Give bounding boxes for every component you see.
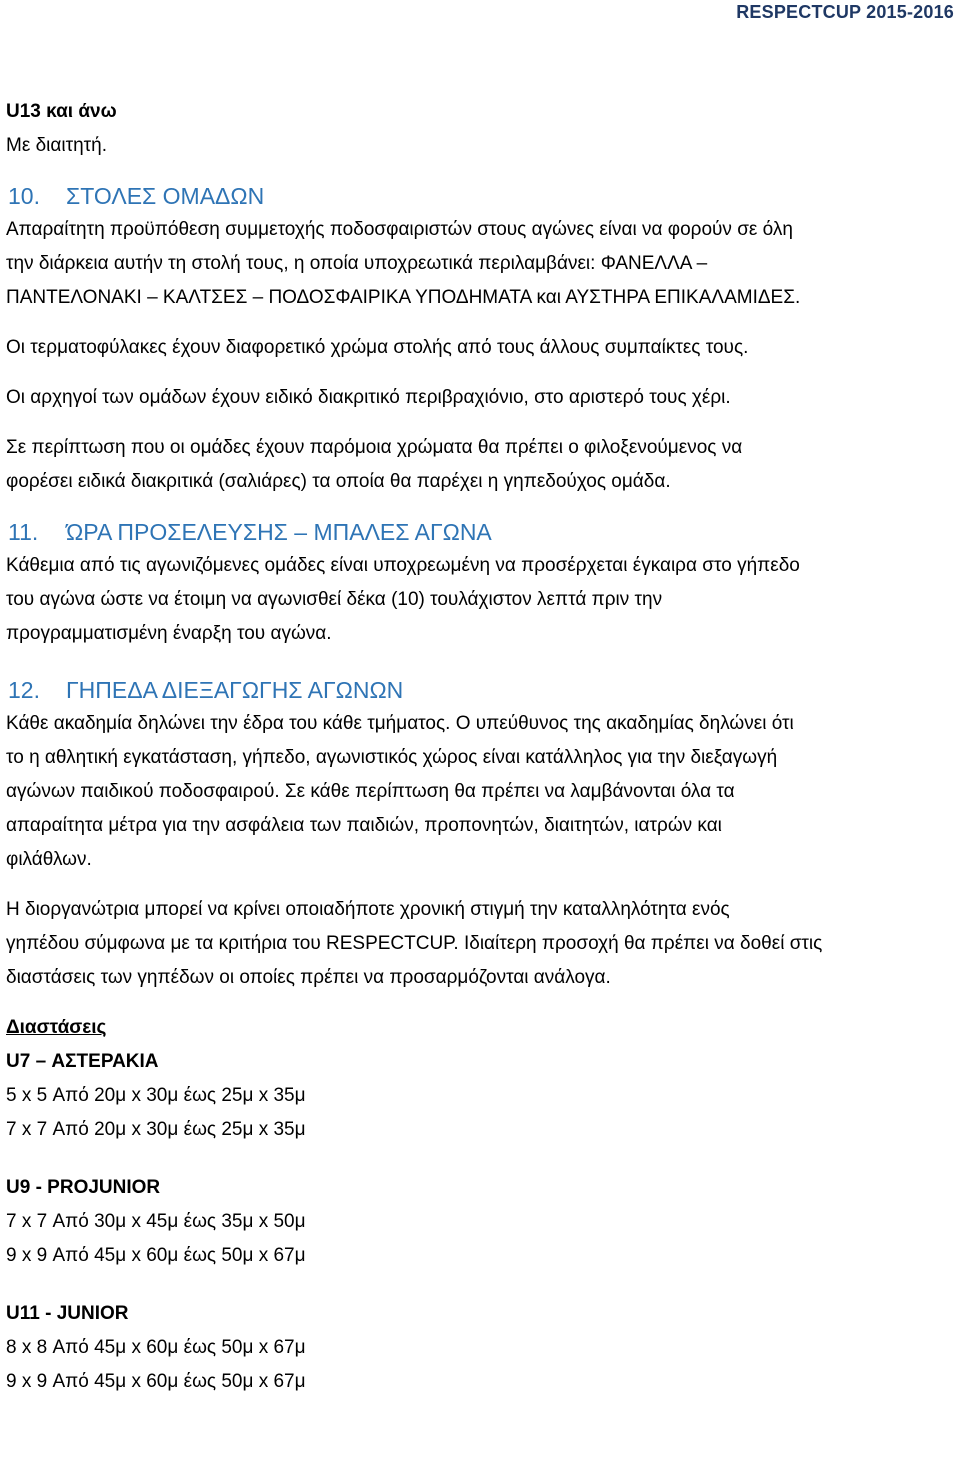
text-line: απαραίτητα μέτρα για την ασφάλεια των παιδιών, προπονητών, διαιτητών, ιατρών και [6,815,722,836]
dimension-line: 7 x 7 Από 30μ x 45μ έως 35μ x 50μ [6,1211,306,1232]
document-content [6,95,954,1399]
referee-note: Με διαιτητή. [6,135,108,156]
text-line: ΠΑΝΤΕΛΟΝΑΚΙ – ΚΑΛΤΣΕΣ – ΠΟΔΟΣΦΑΙΡΙΚΑ ΥΠΟΔΗΜΑΤΑ και ΑΥΣΤΗΡΑ ΕΠΙΚΑΛΑΜΙΔΕΣ. [6,287,801,308]
text-line: Απαραίτητη προϋπόθεση συμμετοχής ποδοσφαιριστών στους αγώνες είναι να φορούν σε όλη [6,219,793,240]
text-line: το η αθλητική εγκατάσταση, γήπεδο, αγωνιστικός χώρος είναι κατάλληλος για την διεξαγωγή [6,747,778,768]
section-11-paragraph [6,549,954,651]
section-10-number: 10. [8,183,40,209]
section-10-paragraph-2: Οι τερματοφύλακες έχουν διαφορετικό χρώμα στολής από τους άλλους συμπαίκτες τους. [6,337,749,358]
section-12-number: 12. [8,677,40,703]
u9-label: U9 - PROJUNIOR [6,1177,161,1198]
text-line: του αγώνα ώστε να έτοιμη να αγωνισθεί δέκα (10) τουλάχιστον λεπτά πριν την [6,589,663,610]
section-10-title: ΣΤΟΛΕΣ ΟΜΑΔΩΝ [66,183,265,209]
dimension-line: 7 x 7 Από 20μ x 30μ έως 25μ x 35μ [6,1119,306,1140]
text-line: διαστάσεις των γηπέδων οι οποίες πρέπει να προσαρμόζονται ανάλογα. [6,967,611,988]
section-11-number: 11. [8,519,39,545]
text-line: Κάθε ακαδημία δηλώνει την έδρα του κάθε τμήματος. Ο υπεύθυνος της ακαδημίας δηλώνει ότι [6,713,794,734]
section-10-heading [6,179,954,213]
u7-label: U7 – ΑΣΤΕΡΑΚΙΑ [6,1051,159,1072]
dimension-line: 8 x 8 Από 45μ x 60μ έως 50μ x 67μ [6,1337,306,1358]
section-11-title: ΏΡΑ ΠΡΟΣΕΛΕΥΣΗΣ – ΜΠΑΛΕΣ ΑΓΩΝΑ [66,519,492,545]
text-line: προγραμματισμένη έναρξη του αγώνα. [6,623,332,644]
section-10-paragraph-1 [6,213,954,315]
section-12-paragraph-1 [6,707,954,877]
dimension-line: 9 x 9 Από 45μ x 60μ έως 50μ x 67μ [6,1245,306,1266]
text-line: Κάθεμια από τις αγωνιζόμενες ομάδες είναι υποχρεωμένη να προσέρχεται έγκαιρα στο γήπεδο [6,555,800,576]
dimension-line: 5 x 5 Από 20μ x 30μ έως 25μ x 35μ [6,1085,306,1106]
category-label: U13 και άνω [6,101,117,122]
text-line: Σε περίπτωση που οι ομάδες έχουν παρόμοια χρώματα θα πρέπει ο φιλοξενούμενος να [6,437,743,458]
text-line: αγώνων παιδικού ποδοσφαιρού. Σε κάθε περίπτωση θα πρέπει να λαμβάνονται όλα τα [6,781,735,802]
section-12-heading [6,673,954,707]
u11-label: U11 - JUNIOR [6,1303,129,1324]
text-line: φορέσει ειδικά διακριτικά (σαλιάρες) τα οποία θα παρέχει η γηπεδούχος ομάδα. [6,471,671,492]
dimension-line: 9 x 9 Από 45μ x 60μ έως 50μ x 67μ [6,1371,306,1392]
dimensions-title: Διαστάσεις [6,1017,107,1038]
section-11-heading [6,515,954,549]
section-10-paragraph-3: Οι αρχηγοί των ομάδων έχουν ειδικό διακριτικό περιβραχιόνιο, στο αριστερό τους χέρι. [6,387,731,408]
text-line: γηπέδου σύμφωνα με τα κριτήρια του RESPECTCUP. Ιδιαίτερη προσοχή θα πρέπει να δοθεί στις [6,933,823,954]
text-line: φιλάθλων. [6,849,92,870]
text-line: την διάρκεια αυτήν τη στολή τους, η οποία υποχρεωτικά περιλαμβάνει: ΦΑΝΕΛΛΑ – [6,253,708,274]
text-line: Η διοργανώτρια μπορεί να κρίνει οποιαδήποτε χρονική στιγμή την καταλληλότητα ενός [6,899,730,920]
section-12-paragraph-2 [6,893,954,995]
page-header-title: RESPECTCUP 2015-2016 [736,2,954,22]
section-12-title: ΓΗΠΕΔΑ ΔΙΕΞΑΓΩΓΗΣ ΑΓΩΝΩΝ [66,677,404,703]
section-10-paragraph-4 [6,431,954,499]
